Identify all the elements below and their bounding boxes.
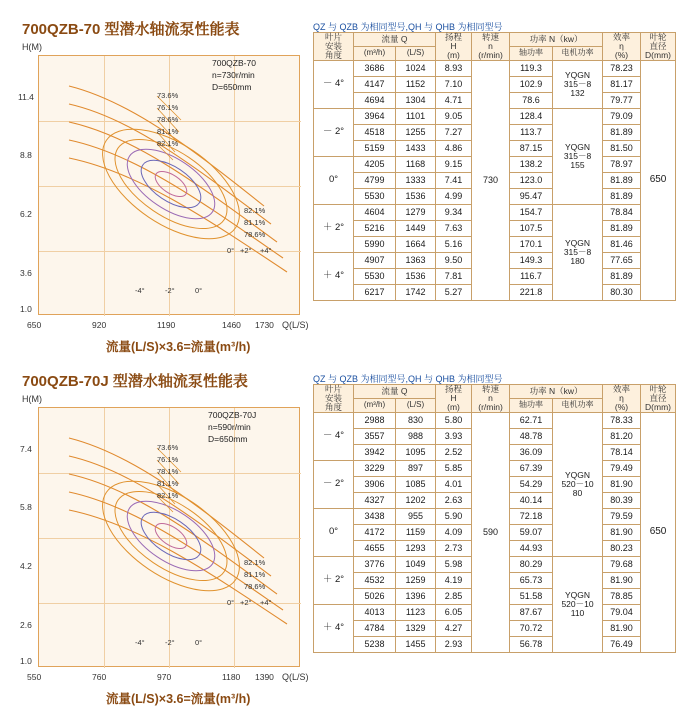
cell-shaft-power: 128.4 — [510, 108, 553, 124]
cell-shaft-power: 113.7 — [510, 124, 553, 140]
cell-motor-power: YQGN 520－10 80 — [553, 412, 603, 556]
cell-head: 7.10 — [436, 76, 472, 92]
cell-diameter: 650 — [641, 60, 676, 300]
cell-flow-ls: 1101 — [396, 108, 436, 124]
y-tick: 5.8 — [20, 502, 32, 512]
cell-efficiency: 81.89 — [603, 172, 641, 188]
y-axis-name: H(M) — [22, 42, 42, 52]
cell-flow-m3h: 4784 — [354, 620, 396, 636]
cell-shaft-power: 107.5 — [510, 220, 553, 236]
cell-head: 2.63 — [436, 492, 472, 508]
cell-efficiency: 78.23 — [603, 60, 641, 76]
cell-flow-m3h: 4694 — [354, 92, 396, 108]
header-head: 扬程 H (m) — [436, 33, 472, 61]
x-tick: 1460 — [222, 320, 241, 330]
header-flow-m3h: (m³/h) — [354, 399, 396, 413]
cell-shaft-power: 36.09 — [510, 444, 553, 460]
header-speed: 转速 n (r/min) — [472, 385, 510, 413]
cell-flow-m3h: 5530 — [354, 188, 396, 204]
y-tick: 11.4 — [18, 92, 34, 102]
cell-efficiency: 81.46 — [603, 236, 641, 252]
cell-flow-ls: 1255 — [396, 124, 436, 140]
header-efficiency: 效率 η (%) — [603, 33, 641, 61]
cell-angle: － 2° — [314, 460, 354, 508]
cell-flow-ls: 830 — [396, 412, 436, 428]
pump-diameter: D=650mm — [208, 434, 248, 444]
table-header-row — [314, 33, 676, 47]
header-motor-power: 电机功率 — [553, 47, 603, 61]
cell-efficiency: 79.68 — [603, 556, 641, 572]
cell-shaft-power: 59.07 — [510, 524, 553, 540]
cell-shaft-power: 67.39 — [510, 460, 553, 476]
cell-efficiency: 77.65 — [603, 252, 641, 268]
model-note: QZ 与 QZB 为相同型号,QH 与 QHB 为相同型号 — [313, 22, 503, 32]
table-header-row — [314, 385, 676, 399]
x-tick: 650 — [27, 320, 42, 330]
cell-flow-m3h: 3776 — [354, 556, 396, 572]
cell-flow-m3h: 3906 — [354, 476, 396, 492]
cell-flow-m3h: 4532 — [354, 572, 396, 588]
cell-angle: ＋ 2° — [314, 556, 354, 604]
y-tick: 3.6 — [20, 268, 32, 278]
header-diameter: 叶轮 直径 D(mm) — [641, 33, 676, 61]
cell-flow-ls: 955 — [396, 508, 436, 524]
cell-angle: 0° — [314, 508, 354, 556]
cell-efficiency: 78.97 — [603, 156, 641, 172]
cell-flow-m3h: 5216 — [354, 220, 396, 236]
cell-head: 3.93 — [436, 428, 472, 444]
cell-efficiency: 81.50 — [603, 140, 641, 156]
header-flow-ls: (L/S) — [396, 399, 436, 413]
cell-angle: － 2° — [314, 108, 354, 156]
pump-speed: n=730r/min — [212, 70, 255, 80]
model-note: QZ 与 QZB 为相同型号,QH 与 QHB 为相同型号 — [313, 374, 503, 384]
cell-shaft-power: 95.47 — [510, 188, 553, 204]
cell-efficiency: 80.23 — [603, 540, 641, 556]
cell-shaft-power: 119.3 — [510, 60, 553, 76]
cell-flow-m3h: 3229 — [354, 460, 396, 476]
cell-flow-ls: 1396 — [396, 588, 436, 604]
cell-head: 5.85 — [436, 460, 472, 476]
x-tick: 550 — [27, 672, 42, 682]
performance-block-70 — [0, 0, 690, 352]
cell-efficiency: 79.77 — [603, 92, 641, 108]
cell-efficiency: 81.90 — [603, 524, 641, 540]
cell-flow-m3h: 4327 — [354, 492, 396, 508]
pump-speed: n=590r/min — [208, 422, 251, 432]
cell-efficiency: 78.14 — [603, 444, 641, 460]
cell-angle: ＋ 2° — [314, 204, 354, 252]
header-power: 功率 N（kw） — [510, 33, 603, 47]
cell-flow-ls: 1085 — [396, 476, 436, 492]
pump-model: 700QZB-70 — [212, 58, 256, 68]
chart-caption: 流量(L/S)×3.6=流量(m³/h) — [106, 340, 251, 354]
cell-efficiency: 76.49 — [603, 636, 641, 652]
cell-head: 7.63 — [436, 220, 472, 236]
cell-efficiency: 78.33 — [603, 412, 641, 428]
efficiency-label-right: 81.1% — [244, 570, 266, 579]
cell-flow-m3h: 5530 — [354, 268, 396, 284]
efficiency-label: 82.1% — [157, 491, 179, 500]
cell-head: 9.05 — [436, 108, 472, 124]
page-title: 700QZB-70 型潜水轴流泵性能表 — [22, 21, 240, 38]
cell-efficiency: 80.39 — [603, 492, 641, 508]
cell-head: 5.16 — [436, 236, 472, 252]
cell-shaft-power: 138.2 — [510, 156, 553, 172]
cell-motor-power: YQGN 315－8 180 — [553, 204, 603, 300]
cell-flow-ls: 1152 — [396, 76, 436, 92]
angle-label-inner: 0° — [227, 246, 235, 255]
cell-motor-power: YQGN 315－8 155 — [553, 108, 603, 204]
cell-flow-ls: 1202 — [396, 492, 436, 508]
table-row — [314, 60, 676, 76]
cell-flow-m3h: 5238 — [354, 636, 396, 652]
efficiency-label-right: 81.1% — [244, 218, 266, 227]
cell-angle: － 4° — [314, 412, 354, 460]
angle-label-bottom: -2° — [165, 638, 175, 647]
cell-flow-ls: 988 — [396, 428, 436, 444]
efficiency-label: 76.1% — [157, 103, 179, 112]
x-axis-name: Q(L/S) — [282, 672, 309, 682]
cell-head: 7.81 — [436, 268, 472, 284]
cell-flow-ls: 1664 — [396, 236, 436, 252]
x-tick: 1390 — [255, 672, 274, 682]
cell-flow-ls: 1329 — [396, 620, 436, 636]
angle-label-bottom: -4° — [135, 638, 145, 647]
angle-label-bottom: 0° — [195, 286, 203, 295]
cell-diameter: 650 — [641, 412, 676, 652]
cell-efficiency: 81.90 — [603, 620, 641, 636]
cell-flow-ls: 1536 — [396, 268, 436, 284]
header-speed: 转速 n (r/min) — [472, 33, 510, 61]
cell-flow-m3h: 3942 — [354, 444, 396, 460]
cell-angle: ＋ 4° — [314, 604, 354, 652]
header-shaft-power: 轴功率 — [510, 47, 553, 61]
efficiency-label-right: 82.1% — [244, 558, 266, 567]
cell-flow-ls: 1168 — [396, 156, 436, 172]
efficiency-label: 78.6% — [157, 115, 179, 124]
y-tick: 8.8 — [20, 150, 32, 160]
cell-efficiency: 80.30 — [603, 284, 641, 300]
cell-shaft-power: 44.93 — [510, 540, 553, 556]
cell-flow-ls: 1293 — [396, 540, 436, 556]
header-head: 扬程 H (m) — [436, 385, 472, 413]
cell-efficiency: 78.84 — [603, 204, 641, 220]
cell-head: 9.15 — [436, 156, 472, 172]
cell-head: 7.27 — [436, 124, 472, 140]
y-tick: 1.0 — [20, 656, 32, 666]
pump-model: 700QZB-70J — [208, 410, 257, 420]
cell-flow-m3h: 6217 — [354, 284, 396, 300]
x-tick: 920 — [92, 320, 107, 330]
cell-shaft-power: 62.71 — [510, 412, 553, 428]
y-tick: 7.4 — [20, 444, 32, 454]
cell-flow-m3h: 5159 — [354, 140, 396, 156]
cell-head: 4.19 — [436, 572, 472, 588]
cell-efficiency: 78.85 — [603, 588, 641, 604]
pump-info — [208, 409, 256, 445]
cell-flow-ls: 1304 — [396, 92, 436, 108]
angle-label-inner: +4° — [260, 246, 272, 255]
y-tick: 6.2 — [20, 209, 32, 219]
cell-efficiency: 81.89 — [603, 268, 641, 284]
cell-shaft-power: 123.0 — [510, 172, 553, 188]
cell-flow-m3h: 3438 — [354, 508, 396, 524]
cell-flow-m3h: 5990 — [354, 236, 396, 252]
cell-head: 9.34 — [436, 204, 472, 220]
cell-angle: ＋ 4° — [314, 252, 354, 300]
cell-flow-m3h: 4799 — [354, 172, 396, 188]
cell-head: 5.90 — [436, 508, 472, 524]
cell-flow-m3h: 3686 — [354, 60, 396, 76]
efficiency-label: 76.1% — [157, 455, 179, 464]
performance-table-70 — [313, 32, 676, 301]
header-power: 功率 N（kw） — [510, 385, 603, 399]
header-angle: 叶片 安装 角度 — [314, 385, 354, 413]
cell-flow-ls: 1259 — [396, 572, 436, 588]
efficiency-label: 81.1% — [157, 479, 179, 488]
cell-shaft-power: 78.6 — [510, 92, 553, 108]
cell-shaft-power: 54.29 — [510, 476, 553, 492]
header-diameter: 叶轮 直径 D(mm) — [641, 385, 676, 413]
efficiency-label: 82.1% — [157, 139, 179, 148]
header-flow-m3h: (m³/h) — [354, 47, 396, 61]
cell-flow-ls: 1742 — [396, 284, 436, 300]
efficiency-label: 81.1% — [157, 127, 179, 136]
angle-label-bottom: -2° — [165, 286, 175, 295]
cell-efficiency: 81.89 — [603, 188, 641, 204]
cell-head: 4.99 — [436, 188, 472, 204]
y-tick: 2.6 — [20, 620, 32, 630]
cell-angle: － 4° — [314, 60, 354, 108]
cell-head: 8.93 — [436, 60, 472, 76]
cell-flow-ls: 1024 — [396, 60, 436, 76]
cell-head: 2.52 — [436, 444, 472, 460]
pump-info — [212, 57, 256, 93]
angle-label-inner: +4° — [260, 598, 272, 607]
cell-flow-ls: 1049 — [396, 556, 436, 572]
cell-shaft-power: 65.73 — [510, 572, 553, 588]
cell-flow-m3h: 3557 — [354, 428, 396, 444]
cell-flow-m3h: 4907 — [354, 252, 396, 268]
chart-plot-area — [38, 407, 300, 667]
header-flow: 流量 Q — [354, 33, 436, 47]
cell-head: 4.09 — [436, 524, 472, 540]
cell-flow-m3h: 2988 — [354, 412, 396, 428]
y-tick: 1.0 — [20, 304, 32, 314]
cell-efficiency: 81.17 — [603, 76, 641, 92]
cell-flow-ls: 1279 — [396, 204, 436, 220]
y-tick: 4.2 — [20, 561, 32, 571]
cell-motor-power: YQGN 520－10 110 — [553, 556, 603, 652]
header-efficiency: 效率 η (%) — [603, 385, 641, 413]
y-axis-name: H(M) — [22, 394, 42, 404]
performance-block-70j — [0, 352, 690, 711]
cell-head: 6.05 — [436, 604, 472, 620]
cell-flow-ls: 1536 — [396, 188, 436, 204]
pump-diameter: D=650mm — [212, 82, 252, 92]
cell-efficiency: 79.59 — [603, 508, 641, 524]
cell-efficiency: 79.04 — [603, 604, 641, 620]
header-flow-ls: (L/S) — [396, 47, 436, 61]
cell-flow-ls: 897 — [396, 460, 436, 476]
cell-flow-m3h: 4147 — [354, 76, 396, 92]
cell-flow-m3h: 4518 — [354, 124, 396, 140]
cell-head: 2.93 — [436, 636, 472, 652]
cell-head: 2.73 — [436, 540, 472, 556]
header-flow: 流量 Q — [354, 385, 436, 399]
angle-label-inner: +2° — [240, 598, 252, 607]
cell-efficiency: 81.89 — [603, 124, 641, 140]
cell-flow-m3h: 3964 — [354, 108, 396, 124]
angle-label-bottom: -4° — [135, 286, 145, 295]
cell-speed: 730 — [472, 60, 510, 300]
x-tick: 970 — [157, 672, 172, 682]
cell-shaft-power: 170.1 — [510, 236, 553, 252]
cell-efficiency: 79.49 — [603, 460, 641, 476]
angle-label-bottom: 0° — [195, 638, 203, 647]
x-tick: 1180 — [222, 672, 241, 682]
cell-head: 2.85 — [436, 588, 472, 604]
efficiency-label: 73.6% — [157, 443, 179, 452]
cell-shaft-power: 56.78 — [510, 636, 553, 652]
cell-shaft-power: 116.7 — [510, 268, 553, 284]
efficiency-label-right: 82.1% — [244, 206, 266, 215]
cell-flow-ls: 1333 — [396, 172, 436, 188]
angle-label-inner: +2° — [240, 246, 252, 255]
cell-flow-ls: 1455 — [396, 636, 436, 652]
cell-shaft-power: 221.8 — [510, 284, 553, 300]
page-title: 700QZB-70J 型潜水轴流泵性能表 — [22, 373, 248, 390]
performance-table-70j — [313, 384, 676, 653]
efficiency-label-right: 78.6% — [244, 230, 266, 239]
efficiency-label: 78.1% — [157, 467, 179, 476]
efficiency-label: 73.6% — [157, 91, 179, 100]
x-tick: 1730 — [255, 320, 274, 330]
cell-angle: 0° — [314, 156, 354, 204]
x-tick: 760 — [92, 672, 107, 682]
cell-flow-ls: 1433 — [396, 140, 436, 156]
cell-efficiency: 81.90 — [603, 572, 641, 588]
cell-shaft-power: 51.58 — [510, 588, 553, 604]
chart-caption: 流量(L/S)×3.6=流量(m³/h) — [106, 692, 251, 706]
cell-flow-ls: 1159 — [396, 524, 436, 540]
header-shaft-power: 轴功率 — [510, 399, 553, 413]
cell-head: 7.41 — [436, 172, 472, 188]
cell-speed: 590 — [472, 412, 510, 652]
cell-flow-m3h: 5026 — [354, 588, 396, 604]
x-tick: 1190 — [157, 320, 176, 330]
cell-shaft-power: 40.14 — [510, 492, 553, 508]
cell-shaft-power: 70.72 — [510, 620, 553, 636]
cell-shaft-power: 87.15 — [510, 140, 553, 156]
cell-flow-m3h: 4655 — [354, 540, 396, 556]
cell-shaft-power: 87.67 — [510, 604, 553, 620]
cell-flow-ls: 1449 — [396, 220, 436, 236]
chart-plot-area — [38, 55, 300, 315]
header-angle: 叶片 安装 角度 — [314, 33, 354, 61]
header-motor-power: 电机功率 — [553, 399, 603, 413]
cell-flow-m3h: 4604 — [354, 204, 396, 220]
cell-flow-m3h: 4172 — [354, 524, 396, 540]
cell-efficiency: 81.20 — [603, 428, 641, 444]
efficiency-label-right: 78.6% — [244, 582, 266, 591]
cell-head: 5.27 — [436, 284, 472, 300]
cell-efficiency: 79.09 — [603, 108, 641, 124]
cell-shaft-power: 149.3 — [510, 252, 553, 268]
cell-shaft-power: 154.7 — [510, 204, 553, 220]
cell-flow-m3h: 4013 — [354, 604, 396, 620]
cell-shaft-power: 48.78 — [510, 428, 553, 444]
cell-motor-power: YQGN 315－8 132 — [553, 60, 603, 108]
cell-efficiency: 81.89 — [603, 220, 641, 236]
cell-flow-ls: 1363 — [396, 252, 436, 268]
cell-head: 4.01 — [436, 476, 472, 492]
cell-flow-ls: 1123 — [396, 604, 436, 620]
cell-shaft-power: 72.18 — [510, 508, 553, 524]
cell-shaft-power: 80.29 — [510, 556, 553, 572]
table-row — [314, 412, 676, 428]
cell-head: 9.50 — [436, 252, 472, 268]
angle-label-inner: 0° — [227, 598, 235, 607]
cell-head: 4.27 — [436, 620, 472, 636]
cell-head: 5.98 — [436, 556, 472, 572]
cell-head: 4.86 — [436, 140, 472, 156]
cell-shaft-power: 102.9 — [510, 76, 553, 92]
cell-flow-m3h: 4205 — [354, 156, 396, 172]
cell-efficiency: 81.90 — [603, 476, 641, 492]
cell-head: 4.71 — [436, 92, 472, 108]
x-axis-name: Q(L/S) — [282, 320, 309, 330]
cell-head: 5.80 — [436, 412, 472, 428]
cell-flow-ls: 1095 — [396, 444, 436, 460]
